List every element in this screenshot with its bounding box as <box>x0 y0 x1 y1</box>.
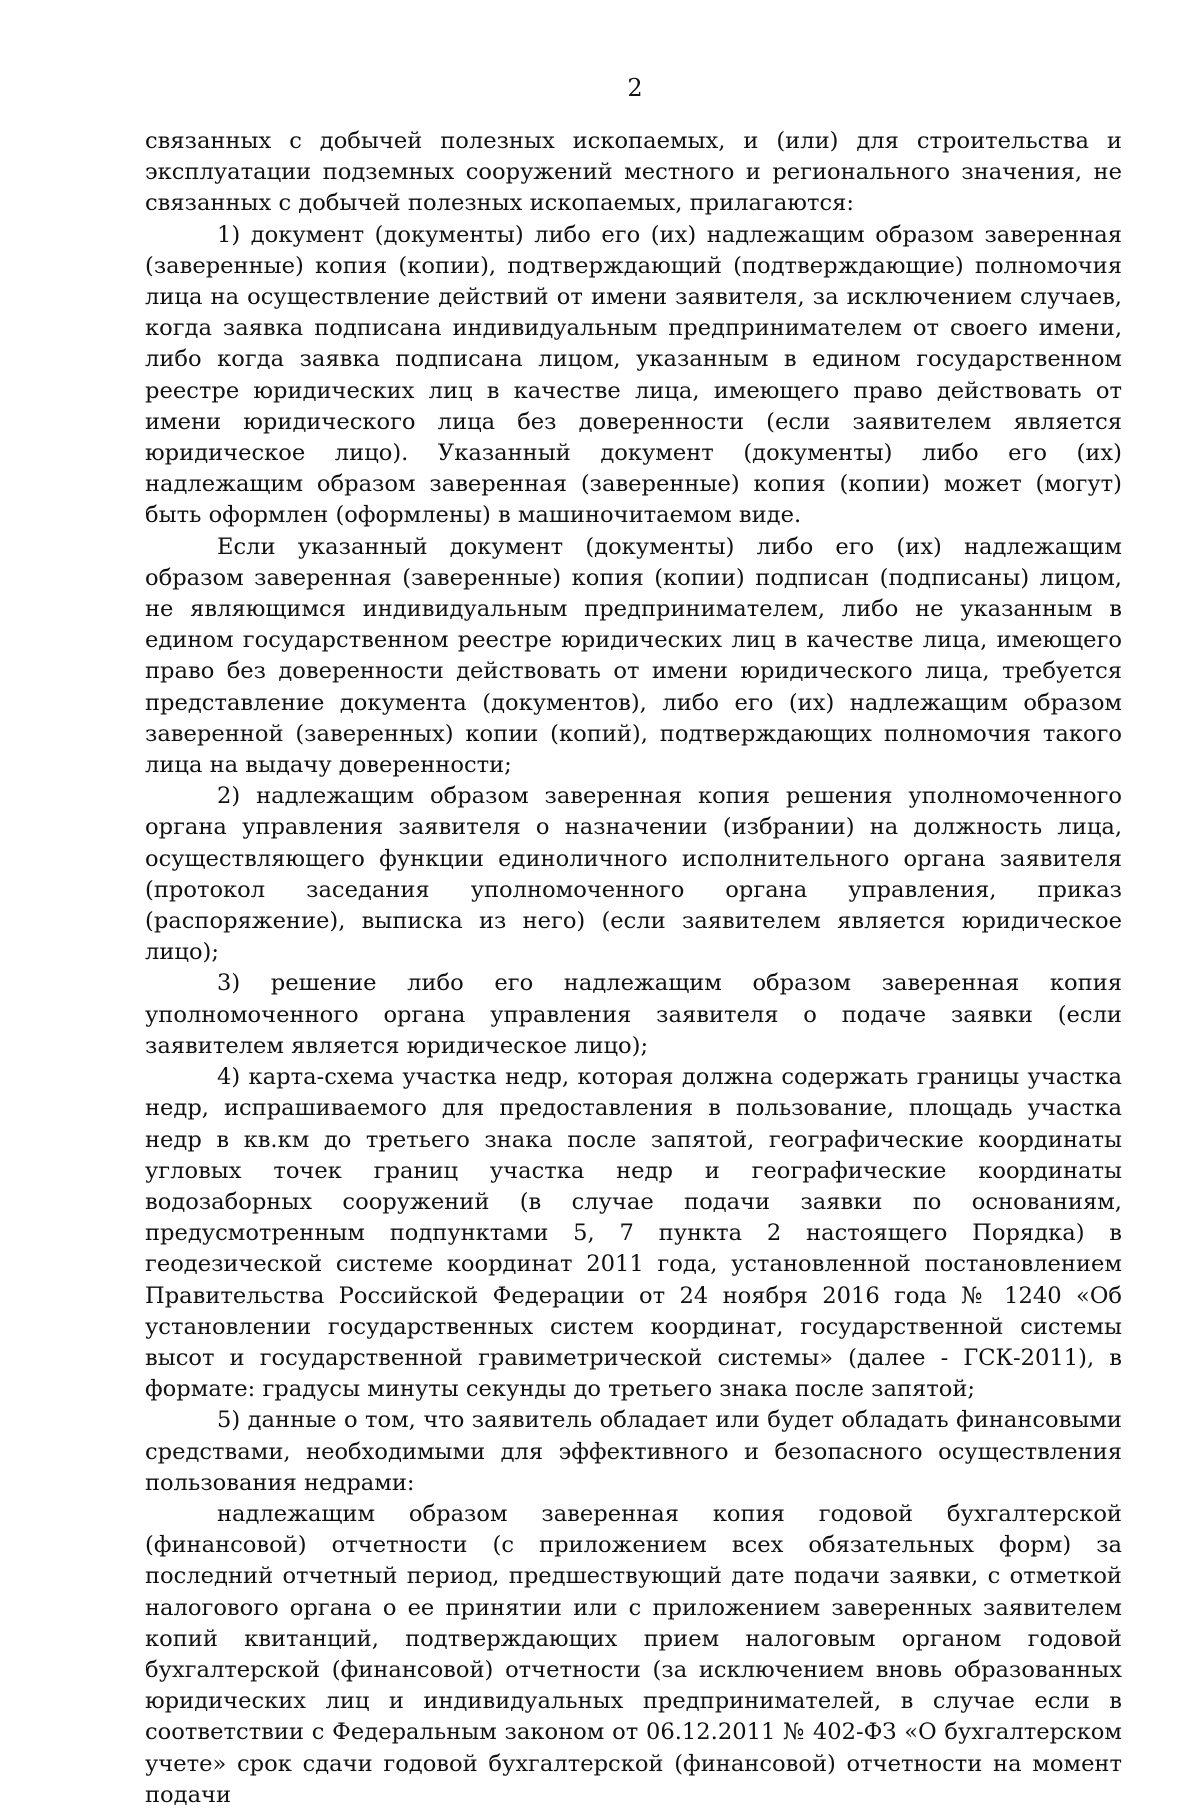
page-number: 2 <box>627 74 643 102</box>
paragraph-item-5: 5) данные о том, что заявитель обладает или будет обладать финансовыми средствами, необходимыми для эффективного и безопасного осуществления пользования недрами: <box>145 1407 1122 1496</box>
document-body <box>145 126 1122 1811</box>
paragraph-item-3: 3) решение либо его надлежащим образом заверенная копия уполномоченного органа управления заявителя о подаче заявки (если заявителем является юридическое лицо); <box>145 970 1122 1059</box>
paragraph-item-4: 4) карта-схема участка недр, которая должна содержать границы участка недр, испрашиваемого для предоставления в пользование, площадь участка недр в кв.км до третьего знака после запятой, географические координаты угловых точек границ участка недр и географические координаты водозаборных сооружений (в случае подачи заявки по основаниям, предусмотренным подпунктами 5, 7 пункта 2 настоящего Порядка) в геодезической системе координат 2011 года, установленной постановлением Правительства Российской Федерации от 24 ноября 2016 года № 1240 «Об установлении государственных систем координат, государственной системы высот и государственной гравиметрической системы» (далее - ГСК-2011), в формате: градусы минуты секунды до третьего знака после запятой; <box>145 1064 1122 1403</box>
paragraph-item-1-note: Если указанный документ (документы) либо его (их) надлежащим образом заверенная (заверенные) копия (копии) подписан (подписаны) лицом, не являющимся индивидуальным предпринимателем, либо не указанным в едином государственном реестре юридических лиц в качестве лица, имеющего право без доверенности действовать от имени юридического лица, требуется представление документа (документов), либо его (их) надлежащим образом заверенной (заверенных) копии (копий), подтверждающих полномочия такого лица на выдачу доверенности; <box>145 533 1122 779</box>
paragraph-financial-reporting: надлежащим образом заверенная копия годовой бухгалтерской (финансовой) отчетности (с приложением всех обязательных форм) за последний отчетный период, предшествующий дате подачи заявки, с отметкой налогового органа о ее принятии или с приложением заверенных заявителем копий квитанций, подтверждающих прием налоговым органом годовой бухгалтерской (финансовой) отчетности (за исключением вновь образованных юридических лиц и индивидуальных предпринимателей, в случае если в соответствии с Федеральным законом от 06.12.2011 № 402-ФЗ «О бухгалтерском учете» срок сдачи годовой бухгалтерской (финансовой) отчетности на момент подачи <box>145 1500 1122 1808</box>
paragraph-item-1: 1) документ (документы) либо его (их) надлежащим образом заверенная (заверенные) копия (копии), подтверждающий (подтверждающие) полномочия лица на осуществление действий от имени заявителя, за исключением случаев, когда заявка подписана индивидуальным предпринимателем от своего имени, либо когда заявка подписана лицом, указанным в едином государственном реестре юридических лиц в качестве лица, имеющего право действовать от имени юридического лица без доверенности (если заявителем является юридическое лицо). Указанный документ (документы) либо его (их) надлежащим образом заверенная (заверенные) копия (копии) может (могут) быть оформлен (оформлены) в машиночитаемом виде. <box>145 221 1122 529</box>
paragraph-item-2: 2) надлежащим образом заверенная копия решения уполномоченного органа управления заявителя о назначении (избрании) на должность лица, осуществляющего функции единоличного исполнительного органа заявителя (протокол заседания уполномоченного органа управления, приказ (распоряжение), выписка из него) (если заявителем является юридическое лицо); <box>145 783 1122 966</box>
paragraph-continuation: связанных с добычей полезных ископаемых, и (или) для строительства и эксплуатации подземных сооружений местного и регионального значения, не связанных с добычей полезных ископаемых, прилагаются: <box>145 128 1122 217</box>
